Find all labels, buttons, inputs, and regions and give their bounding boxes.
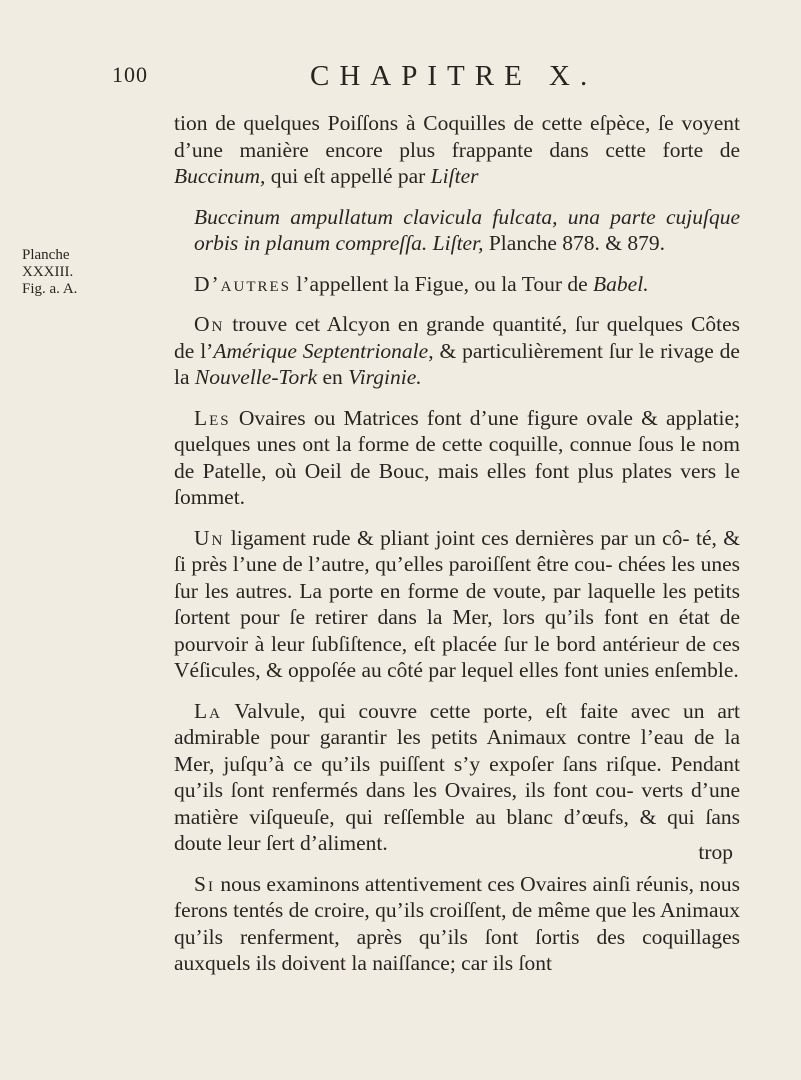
paragraph: Un ligament rude & pliant joint ces dernières par un cô- té, & ſi près l’une de l’autre, qu’elles paroiſſent être cou- chées les unes ſur les autres. La porte en forme de voute, par laquelle les petits ſortent pour ſe retirer dans la Mer, lors qu’ils font en état de pourvoir à leur ſubſiſtence, eſt placée ſur le bord antérieur de ces Véſicules, & oppoſée au côté par lequel elles font unies enſemble.	[174, 525, 740, 682]
paragraph: On trouve cet Alcyon en grande quantité, ſur quelques Côtes de l’Amérique Septentrionale, & particulièrement ſur le rivage de la Nouvelle-Tork en Virginie.	[174, 312, 740, 389]
paragraph: Si nous examinons attentivement ces Ovaires ainſi réunis, nous ferons tentés de croire, qu’ils croiſſent, de même que les Animaux qu’ils renferment, après qu’ils ſont ſortis des coquillages auxquels ils doivent la naiſſance; car ils ſont	[174, 871, 740, 975]
catchword: trop	[698, 840, 733, 864]
body-text	[174, 110, 740, 977]
running-header	[112, 60, 712, 100]
margin-note-line: Fig. a. A.	[22, 281, 78, 297]
margin-note-line: XXXIII.	[22, 264, 74, 280]
chapter-title: CHAPITRE X.	[310, 60, 598, 92]
paragraph: tion de quelques Poiſſons à Coquilles de cette eſpèce, ſe voyent d’une manière encore plus frappante dans cette forte de Buccinum, qui eſt appellé par Liſter	[174, 111, 740, 188]
margin-note-line: Planche	[22, 247, 70, 263]
page-number: 100	[112, 62, 148, 87]
margin-note	[22, 247, 77, 298]
paragraph: Les Ovaires ou Matrices font d’une figure ovale & applatie; quelques unes ont la forme de cette coquille, connue ſous le nom de Patelle, où Oeil de Bouc, mais elles font plus plates vers le ſommet.	[174, 405, 740, 509]
latin-citation: Buccinum ampullatum clavicula fulcata, una parte cujuſque orbis in planum compreſſa. Liſter, Planche 878. & 879.	[194, 204, 740, 255]
paragraph: La Valvule, qui couvre cette porte, eſt faite avec un art admirable pour garantir les petits Animaux contre l’eau de la Mer, juſqu’à ce qu’ils puiſſent s’y expoſer ſans riſque. Pendant qu’ils ſont renfermés dans les Ovaires, ils font cou- verts d’une matière viſqueuſe, qui reſſemble au blanc d’œufs, & qui ſans doute leur ſert d’aliment.	[174, 698, 740, 855]
paragraph: D’autres l’appellent la Figue, ou la Tour de Babel.	[194, 271, 649, 296]
